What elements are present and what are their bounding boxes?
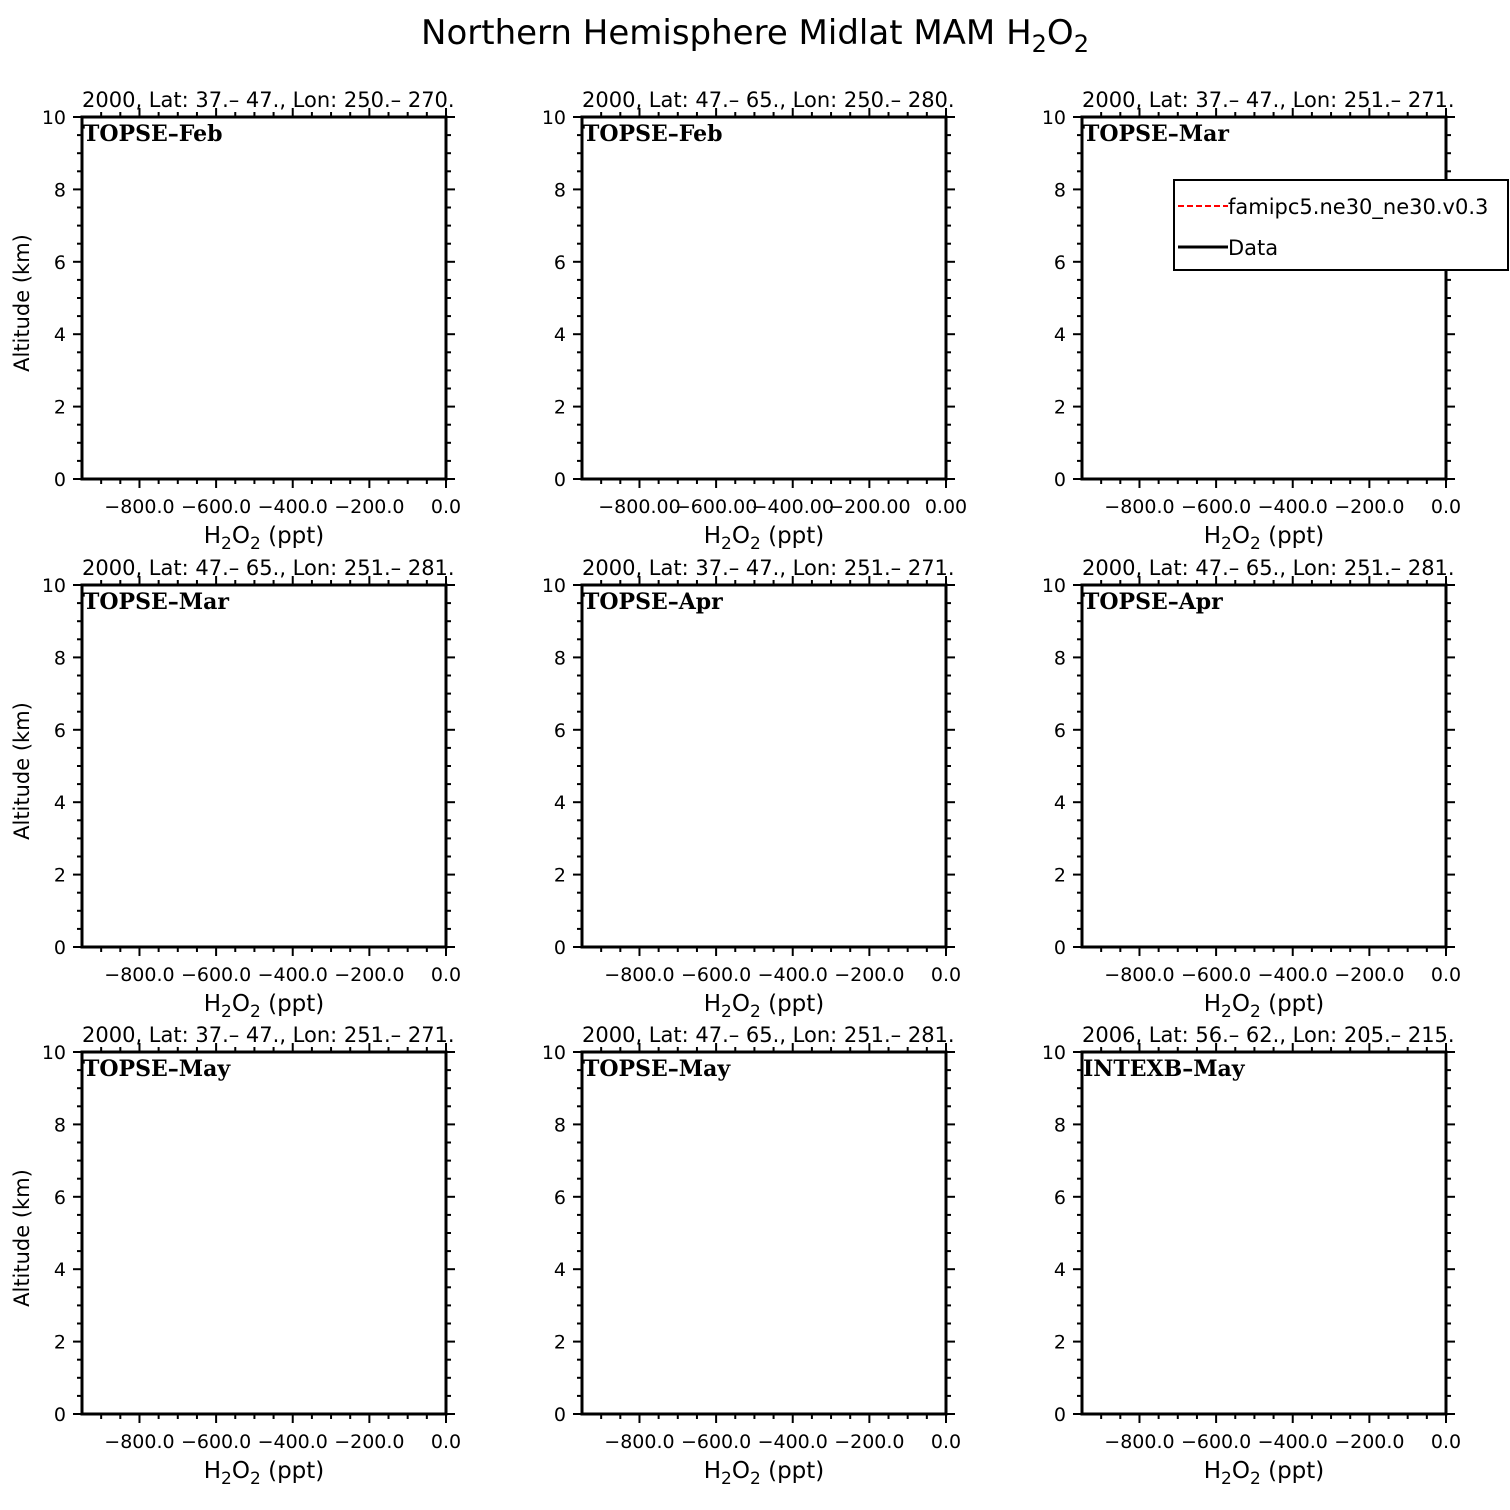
x-tick-label: −800.0 [104,1431,175,1453]
y-tick-label: 6 [1053,251,1066,274]
panel-subtitle: 2000, Lat: 47.– 65., Lon: 251.– 281. [1082,556,1455,580]
y-tick-label: 6 [553,251,566,274]
y-tick-label: 4 [53,1259,66,1282]
y-tick-label: 6 [53,1186,66,1209]
x-tick-label: −800.0 [604,964,675,986]
x-tick-label: −200.0 [1334,964,1405,986]
x-axis-label [704,1458,825,1489]
legend-box [1174,180,1508,270]
figure-title-main: Northern Hemisphere Midlat MAM H [421,13,1032,53]
panel-subtitle: 2000, Lat: 47.– 65., Lon: 250.– 280. [582,88,955,112]
x-axis-label-part: H [703,1458,722,1484]
x-axis-label-part: H [1203,1458,1222,1484]
x-tick-label: −600.0 [1180,964,1252,986]
x-axis-label-part: 2 [1221,1002,1232,1022]
x-axis-label-part: 2 [1249,534,1261,554]
x-axis-label-part: O [231,1458,250,1484]
x-axis-label-part: O [231,991,250,1017]
x-axis-label-part: 2 [749,1002,761,1022]
panel-subtitle: 2000, Lat: 37.– 47., Lon: 250.– 270. [82,88,455,112]
y-tick-label: 0 [553,469,566,491]
x-axis-label [1204,1458,1325,1489]
x-axis-label-part: (ppt) [760,991,825,1017]
x-axis-label-part: O [731,523,750,549]
x-tick-label: 0.0 [430,964,462,986]
figure-title-sub1: 2 [1031,30,1047,58]
x-tick-label: −200.0 [334,496,405,518]
y-tick-label: 4 [553,324,566,347]
y-axis-label: Altitude (km) [10,702,34,840]
y-tick-label: 8 [1053,1114,1066,1137]
y-tick-label: 6 [553,719,566,742]
x-axis-label-part: O [731,1458,750,1484]
x-axis-label-part: 2 [721,534,732,554]
x-axis-label-part: O [1231,991,1250,1017]
y-tick-label: 8 [553,1114,566,1137]
y-tick-label: 2 [1053,1331,1066,1354]
y-tick-label: 10 [41,1042,66,1064]
x-axis-label-part: 2 [221,534,232,554]
campaign-label: TOPSE–Feb [83,121,223,147]
campaign-label: TOPSE–Feb [583,121,723,147]
x-tick-label: −200.0 [334,1431,405,1453]
x-tick-label: −800.0 [104,496,175,518]
x-axis-label-part: 2 [221,1002,232,1022]
legend-label: famipc5.ne30_ne30.v0.3 [1228,195,1489,219]
y-tick-label: 0 [53,469,66,491]
x-axis-label-part: 2 [1221,534,1232,554]
y-tick-label: 8 [553,179,566,202]
x-axis-label-part: 2 [1249,1002,1261,1022]
x-tick-label: −800.00 [598,496,681,518]
campaign-label: TOPSE–Mar [83,589,229,615]
x-tick-label: 0.0 [1430,1431,1462,1453]
x-axis-label-part: 2 [1249,1469,1261,1489]
y-tick-label: 10 [1041,1042,1066,1064]
figure-title-sub2: 2 [1073,30,1089,58]
panel-subtitle: 2000, Lat: 37.– 47., Lon: 251.– 271. [1082,88,1455,112]
x-axis-label-part: H [203,991,222,1017]
campaign-label: TOPSE–May [83,1056,231,1082]
x-tick-label: −400.0 [757,964,828,986]
x-tick-label: −400.0 [257,496,328,518]
y-axis-label: Altitude (km) [10,1169,34,1307]
x-axis-label-part: O [731,991,750,1017]
y-tick-label: 4 [53,792,66,815]
x-axis-label-part: O [231,523,250,549]
x-tick-label: −800.0 [1104,964,1175,986]
x-axis-label-part: 2 [749,1469,761,1489]
campaign-label: TOPSE–Mar [1083,121,1229,147]
x-axis-label-part: (ppt) [1260,991,1325,1017]
x-tick-label: 0.00 [924,496,968,518]
x-tick-label: −800.0 [1104,1431,1175,1453]
y-tick-label: 4 [1053,1259,1066,1282]
chart-panel-6 [1042,556,1461,1022]
x-tick-label: −600.0 [680,964,752,986]
x-tick-label: −800.0 [1104,496,1175,518]
x-tick-label: 0.0 [1430,496,1462,518]
campaign-label: TOPSE–Apr [1083,589,1223,615]
campaign-label: TOPSE–Apr [583,589,723,615]
chart-panel-4 [10,556,461,1022]
chart-panel-5 [542,556,961,1022]
x-axis-label-part: (ppt) [1260,523,1325,549]
x-tick-label: −800.0 [604,1431,675,1453]
y-tick-label: 0 [1053,1404,1066,1426]
y-tick-label: 2 [553,1331,566,1354]
y-tick-label: 6 [1053,719,1066,742]
y-tick-label: 2 [53,396,66,419]
y-tick-label: 10 [41,107,66,129]
y-axis-label: Altitude (km) [10,234,34,372]
x-tick-label: 0.0 [430,1431,462,1453]
x-axis-label [1204,991,1325,1022]
chart-panel-8 [542,1023,961,1489]
x-tick-label: −400.00 [751,496,834,518]
plot-frame [1082,117,1446,479]
x-tick-label: 0.0 [930,1431,962,1453]
x-axis-label-part: (ppt) [760,1458,825,1484]
x-tick-label: −400.0 [1257,964,1328,986]
x-axis-label-part: (ppt) [260,991,325,1017]
panel-subtitle: 2006, Lat: 56.– 62., Lon: 205.– 215. [1082,1023,1455,1047]
plot-frame [1082,585,1446,947]
campaign-label: INTEXB–May [1083,1056,1245,1082]
x-tick-label: −600.0 [180,964,252,986]
x-axis-label [704,991,825,1022]
x-tick-label: −400.0 [757,1431,828,1453]
x-axis-label-part: H [203,523,222,549]
x-axis-label [204,1458,325,1489]
chart-panel-7 [10,1023,461,1489]
plot-frame [582,585,946,947]
x-tick-label: −600.0 [1180,1431,1252,1453]
y-tick-label: 6 [553,1186,566,1209]
x-axis-label-part: O [1231,1458,1250,1484]
y-tick-label: 6 [53,251,66,274]
panel-subtitle: 2000, Lat: 37.– 47., Lon: 251.– 271. [82,1023,455,1047]
y-tick-label: 2 [53,864,66,887]
y-tick-label: 4 [53,324,66,347]
y-tick-label: 10 [1041,575,1066,597]
x-axis-label-part: (ppt) [260,1458,325,1484]
x-axis-label-part: 2 [249,1002,261,1022]
x-axis-label-part: (ppt) [260,523,325,549]
x-axis-label-part: H [203,1458,222,1484]
y-tick-label: 8 [553,647,566,670]
x-tick-label: −200.0 [834,964,905,986]
x-tick-label: −400.0 [257,964,328,986]
y-tick-label: 0 [53,937,66,959]
y-tick-label: 10 [541,575,566,597]
y-tick-label: 0 [553,1404,566,1426]
panel-grid [10,88,1508,1489]
y-tick-label: 2 [553,396,566,419]
x-tick-label: −200.0 [334,964,405,986]
x-axis-label-part: O [1231,523,1250,549]
x-axis-label-part: H [703,523,722,549]
x-tick-label: −200.0 [1334,1431,1405,1453]
y-tick-label: 4 [553,1259,566,1282]
y-tick-label: 10 [41,575,66,597]
y-tick-label: 8 [53,647,66,670]
y-tick-label: 4 [1053,792,1066,815]
chart-panel-9 [1042,1023,1461,1489]
figure-title [421,13,1089,58]
y-tick-label: 8 [53,1114,66,1137]
x-axis-label-part: 2 [249,1469,261,1489]
x-axis-label-part: H [1203,523,1222,549]
y-tick-label: 2 [553,864,566,887]
y-tick-label: 4 [1053,324,1066,347]
x-axis-label-part: H [1203,991,1222,1017]
panel-subtitle: 2000, Lat: 47.– 65., Lon: 251.– 281. [582,1023,955,1047]
x-tick-label: −200.0 [834,1431,905,1453]
y-tick-label: 10 [541,1042,566,1064]
x-tick-label: −200.00 [828,496,911,518]
plot-frame [582,117,946,479]
x-tick-label: −800.0 [104,964,175,986]
y-tick-label: 10 [541,107,566,129]
y-tick-label: 2 [1053,864,1066,887]
y-tick-label: 10 [1041,107,1066,129]
x-tick-label: −400.0 [1257,496,1328,518]
x-axis-label [204,523,325,554]
y-tick-label: 6 [1053,1186,1066,1209]
plot-frame [82,1052,446,1414]
x-tick-label: −600.0 [1180,496,1252,518]
y-tick-label: 2 [1053,396,1066,419]
plot-frame [82,117,446,479]
chart-panel-1 [10,88,461,554]
x-axis-label-part: H [703,991,722,1017]
x-axis-label-part: 2 [721,1002,732,1022]
x-axis-label-part: (ppt) [760,523,825,549]
plot-frame [582,1052,946,1414]
y-tick-label: 2 [53,1331,66,1354]
x-tick-label: −600.0 [680,1431,752,1453]
plot-frame [1082,1052,1446,1414]
y-tick-label: 8 [1053,647,1066,670]
y-tick-label: 8 [53,179,66,202]
x-axis-label-part: 2 [1221,1469,1232,1489]
y-tick-label: 0 [1053,469,1066,491]
x-tick-label: −600.00 [674,496,758,518]
x-tick-label: −400.0 [1257,1431,1328,1453]
chart-panel-2 [542,88,967,554]
panel-subtitle: 2000, Lat: 37.– 47., Lon: 251.– 271. [582,556,955,580]
x-tick-label: 0.0 [1430,964,1462,986]
x-axis-label-part: (ppt) [1260,1458,1325,1484]
x-tick-label: −600.0 [180,1431,252,1453]
x-tick-label: 0.0 [430,496,462,518]
x-axis-label-part: 2 [749,534,761,554]
x-axis-label-part: 2 [221,1469,232,1489]
y-tick-label: 4 [553,792,566,815]
x-axis-label-part: 2 [249,534,261,554]
x-tick-label: −600.0 [180,496,252,518]
x-axis-label [1204,523,1325,554]
x-axis-label [704,523,825,554]
y-tick-label: 0 [1053,937,1066,959]
y-tick-label: 0 [553,937,566,959]
x-axis-label-part: 2 [721,1469,732,1489]
y-tick-label: 0 [53,1404,66,1426]
x-tick-label: −200.0 [1334,496,1405,518]
y-tick-label: 8 [1053,179,1066,202]
panel-subtitle: 2000, Lat: 47.– 65., Lon: 251.– 281. [82,556,455,580]
legend-label: Data [1228,236,1279,260]
x-tick-label: −400.0 [257,1431,328,1453]
x-tick-label: 0.0 [930,964,962,986]
x-axis-label [204,991,325,1022]
campaign-label: TOPSE–May [583,1056,731,1082]
figure-title-mid: O [1046,13,1074,53]
plot-frame [82,585,446,947]
chart-panel-3 [1042,88,1508,554]
y-tick-label: 6 [53,719,66,742]
